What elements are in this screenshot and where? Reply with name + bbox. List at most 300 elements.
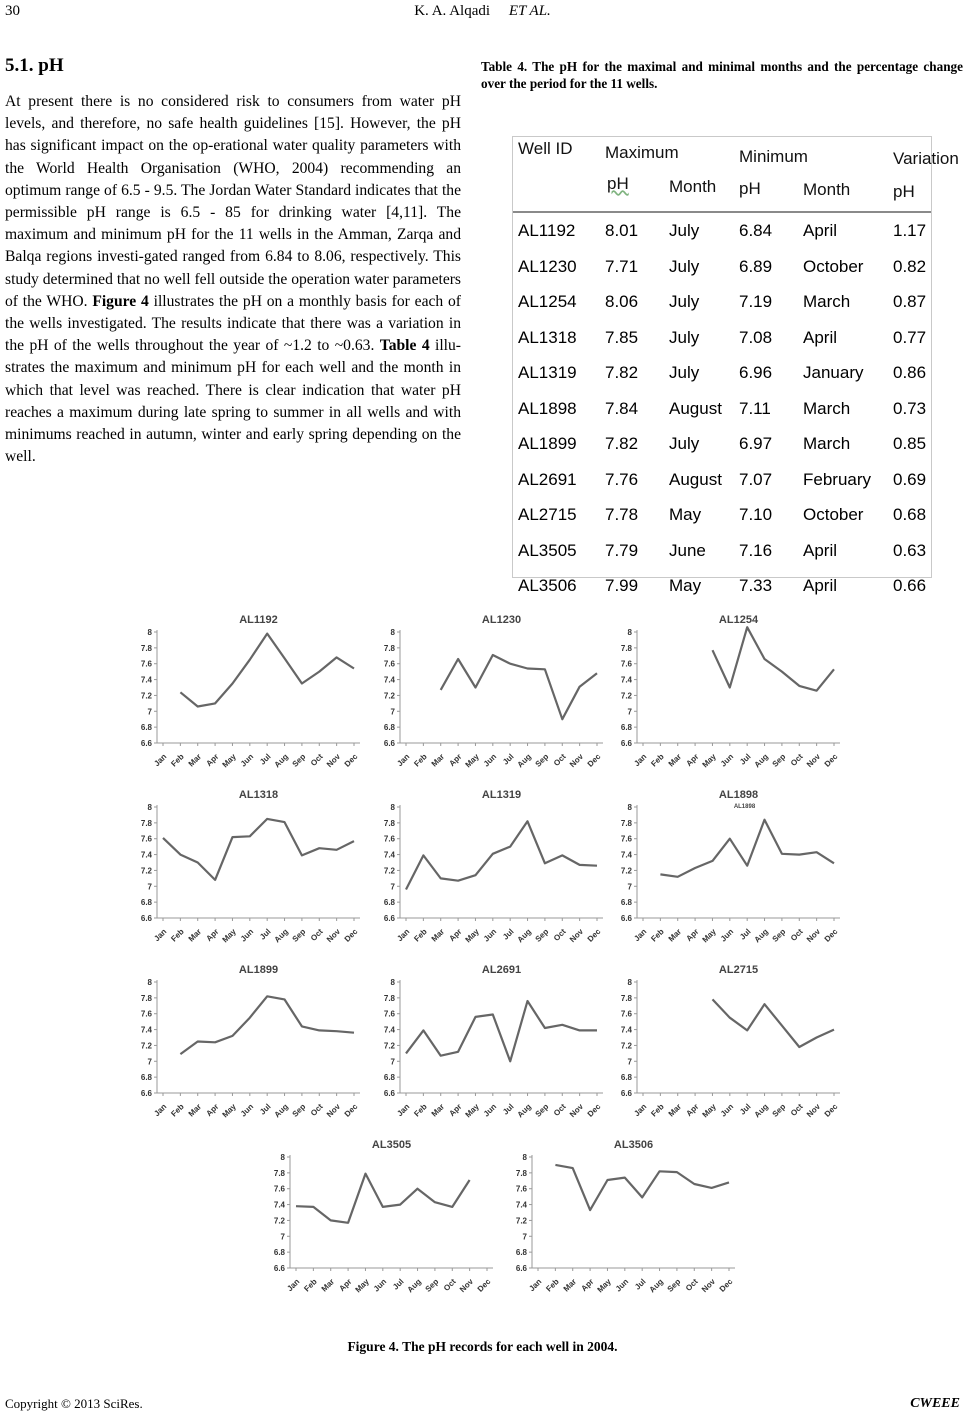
x-tick-label: Apr	[447, 927, 464, 944]
x-tick-label: Jun	[481, 927, 499, 944]
x-tick-label: May	[353, 1277, 371, 1295]
x-tick-label: Jun	[718, 927, 736, 944]
cell-month-min: February	[803, 469, 872, 489]
series-line	[296, 1174, 470, 1223]
cell-month-max: July	[669, 221, 700, 240]
x-tick-label: Dec	[822, 752, 840, 769]
y-tick-label: 7.6	[620, 1009, 632, 1019]
y-tick-label: 7.8	[383, 643, 395, 653]
col-header-ph-min: pH	[739, 179, 761, 198]
cell-month-min: October	[803, 256, 864, 276]
cell-month-min: April	[803, 540, 838, 560]
y-tick-label: 7.4	[383, 675, 395, 685]
x-tick-label: Oct	[788, 752, 805, 768]
y-tick-label: 6.6	[620, 739, 632, 748]
x-tick-label: Sep	[770, 1102, 788, 1119]
y-tick-label: 7.4	[383, 850, 395, 860]
chart-subtitle: AL1898	[733, 804, 756, 810]
x-tick-label: Oct	[551, 752, 568, 768]
series-line	[555, 1165, 729, 1210]
x-tick-label: May	[463, 1102, 481, 1120]
y-tick-label: 7.2	[383, 691, 395, 701]
x-tick-label: Nov	[804, 927, 823, 945]
x-tick-label: May	[463, 927, 481, 945]
y-tick-label: 7	[147, 1057, 152, 1067]
series-line	[163, 819, 354, 880]
x-tick-label: Aug	[515, 1102, 533, 1120]
x-tick-label: Jun	[238, 927, 256, 944]
x-tick-label: Jul	[738, 927, 753, 942]
body-text-part-3: illu-strates the maximum and minimum pH for each well and the month in which that level was reached. There is clear indication that water pH reaches a maximum during late spring to summer in all wells and with minimums reached in autumn, winter and early spring depending on the well.	[5, 337, 462, 466]
chart-al1899	[125, 958, 368, 1133]
x-tick-label: May	[220, 752, 238, 770]
x-tick-label: Nov	[567, 927, 586, 945]
cell-well-id: AL1319	[518, 363, 577, 382]
chart-svg	[125, 783, 368, 958]
table-row	[513, 428, 931, 463]
cell-month-min: April	[803, 327, 838, 347]
x-tick-label: Dec	[585, 752, 603, 769]
x-tick-label: Dec	[585, 1102, 603, 1119]
y-tick-label: 7.2	[273, 1216, 285, 1226]
col-header-well-id: Well ID	[518, 139, 573, 158]
x-tick-label: Oct	[788, 927, 805, 943]
footer-journal: CWEEE	[910, 1396, 960, 1411]
cell-ph-variation: 0.77	[893, 327, 927, 347]
y-tick-label: 7.8	[140, 818, 152, 828]
x-tick-label: Mar	[666, 752, 684, 769]
cell-ph-max: 7.99	[605, 576, 639, 595]
y-tick-label: 8	[627, 978, 632, 987]
x-tick-label: May	[700, 1102, 718, 1120]
x-tick-label: Jun	[238, 1102, 256, 1119]
x-tick-label: Nov	[324, 1102, 343, 1120]
x-tick-label: Jan	[632, 927, 649, 944]
figure-reference[interactable]: Figure 4	[92, 292, 149, 310]
y-tick-label: 6.6	[273, 1264, 285, 1273]
x-tick-label: Jul	[501, 752, 516, 767]
y-tick-label: 6.6	[140, 914, 152, 923]
y-tick-label: 7	[522, 1232, 527, 1242]
x-tick-label: Jul	[258, 1102, 273, 1117]
x-tick-label: Jul	[258, 927, 273, 942]
x-tick-label: Mar	[429, 1102, 447, 1119]
y-tick-label: 7.8	[620, 993, 632, 1003]
chart-svg	[368, 783, 611, 958]
x-tick-label: Aug	[515, 927, 533, 945]
x-tick-label: Sep	[423, 1277, 441, 1294]
cell-ph-min: 6.84	[739, 221, 773, 240]
y-tick-label: 7.4	[515, 1200, 527, 1210]
y-tick-label: 7.4	[620, 1025, 632, 1035]
cell-ph-variation: 1.17	[893, 221, 927, 240]
x-tick-label: Jul	[738, 752, 753, 767]
chart-title: AL1319	[481, 789, 522, 801]
y-tick-label: 6.8	[620, 1073, 632, 1083]
y-tick-label: 7.8	[620, 818, 632, 828]
y-tick-label: 7.6	[140, 1009, 152, 1019]
chart-svg	[605, 608, 848, 783]
x-tick-label: Sep	[290, 752, 308, 769]
y-tick-label: 7.2	[515, 1216, 527, 1226]
x-tick-label: Jan	[395, 1102, 412, 1119]
x-tick-label: Jan	[152, 927, 169, 944]
y-tick-label: 7.8	[140, 993, 152, 1003]
y-tick-label: 7.6	[140, 659, 152, 669]
cell-ph-max: 7.85	[605, 327, 639, 347]
x-tick-label: Jul	[391, 1277, 406, 1292]
y-tick-label: 7.4	[620, 850, 632, 860]
x-tick-label: Mar	[186, 752, 204, 769]
series-line	[713, 999, 835, 1047]
x-tick-label: Oct	[788, 1102, 805, 1118]
cell-ph-max: 8.01	[605, 221, 639, 240]
y-tick-label: 7.2	[620, 691, 632, 701]
y-tick-label: 6.6	[383, 739, 395, 748]
x-tick-label: Jul	[738, 1102, 753, 1117]
y-tick-label: 7.6	[620, 659, 632, 669]
table-header-rule	[513, 211, 931, 213]
y-tick-label: 7	[390, 707, 395, 717]
cell-ph-max: 7.84	[605, 398, 639, 418]
x-tick-label: Mar	[666, 1102, 684, 1119]
x-tick-label: Mar	[186, 927, 204, 944]
x-tick-label: Nov	[457, 1277, 476, 1295]
cell-ph-min: 6.97	[739, 434, 773, 453]
y-tick-label: 6.6	[140, 1089, 152, 1098]
table-row	[513, 357, 931, 392]
chart-svg	[125, 958, 368, 1133]
x-tick-label: Nov	[804, 752, 823, 770]
cell-well-id: AL1254	[518, 292, 577, 311]
x-tick-label: Aug	[752, 752, 770, 770]
x-tick-label: Sep	[290, 1102, 308, 1119]
cell-ph-min: 7.19	[739, 292, 773, 311]
y-tick-label: 7	[280, 1232, 285, 1242]
body-text-part-1: At present there is no considered risk to consumers from water pH levels, and therefore, no safe health guidelines [15]. However, the pH has significant impact on the op-erational water quality parameters with the World Health Organisation (WHO, 2004) recommending an optimum range of 6.5 - 9.5. The Jordan Water Standard indicates that the permissible pH range is 6.5 - 85 for drinking water [4,11]. The maximum and minimum pH for the 11 wells in the Amman, Zarqa and Balqa regions investi-gated ranged from 6.84 to 8.06, respectively. This study determined that no well fell outside the operation water parameters of the WHO.	[5, 93, 461, 310]
cell-well-id: AL1898	[518, 398, 577, 418]
x-tick-label: Jan	[527, 1277, 544, 1294]
y-tick-label: 6.8	[140, 1073, 152, 1083]
y-tick-label: 7.2	[140, 691, 152, 701]
x-tick-label: Mar	[186, 1102, 204, 1119]
y-tick-label: 7.2	[383, 866, 395, 876]
x-tick-label: Apr	[684, 1102, 701, 1119]
chart-al1318	[125, 783, 368, 958]
y-tick-label: 8	[390, 803, 395, 812]
x-tick-label: Aug	[515, 752, 533, 770]
cell-ph-variation: 0.86	[893, 363, 927, 382]
x-tick-label: Apr	[684, 752, 701, 769]
chart-title: AL3506	[613, 1139, 654, 1151]
col-header-month-max: Month	[669, 177, 717, 196]
cell-month-min: April	[803, 576, 838, 595]
cell-well-id: AL3506	[518, 576, 577, 595]
chart-title: AL1318	[238, 789, 279, 801]
figure-caption: Figure 4. The pH records for each well in 2004.	[347, 1339, 618, 1354]
cell-ph-min: 6.96	[739, 363, 773, 382]
cell-ph-max: 7.82	[605, 363, 639, 382]
body-paragraph	[5, 91, 461, 468]
series-line	[180, 996, 354, 1054]
cell-month-max: May	[669, 576, 702, 595]
x-tick-label: Dec	[342, 927, 360, 944]
y-tick-label: 7	[627, 1057, 632, 1067]
y-tick-label: 6.6	[383, 914, 395, 923]
cell-ph-variation: 0.85	[893, 434, 927, 453]
cell-month-min: March	[803, 292, 851, 311]
table-row	[513, 464, 931, 499]
chart-title: AL1230	[481, 614, 522, 626]
cell-ph-max: 7.78	[605, 505, 639, 524]
x-tick-label: Sep	[770, 752, 788, 769]
y-tick-label: 7.8	[140, 643, 152, 653]
footer-copyright: Copyright © 2013 SciRes.	[5, 1396, 143, 1411]
y-tick-label: 7.2	[620, 866, 632, 876]
x-tick-label: May	[595, 1277, 613, 1295]
cell-month-max: May	[669, 505, 702, 524]
running-head	[0, 3, 965, 20]
x-tick-label: Aug	[272, 1102, 290, 1120]
x-tick-label: Jan	[632, 752, 649, 769]
y-tick-label: 7.6	[273, 1184, 285, 1194]
y-tick-label: 7.4	[140, 675, 152, 685]
x-tick-label: Jan	[632, 1102, 649, 1119]
y-tick-label: 6.8	[383, 1073, 395, 1083]
chart-title: AL3505	[371, 1139, 412, 1151]
cell-ph-max: 8.06	[605, 292, 639, 311]
cell-month-min: March	[803, 434, 851, 453]
cell-month-min: January	[803, 363, 864, 382]
y-tick-label: 8	[147, 628, 152, 637]
x-tick-label: Mar	[429, 752, 447, 769]
y-tick-label: 8	[280, 1153, 285, 1162]
chart-svg	[500, 1133, 743, 1308]
x-tick-label: Feb	[649, 927, 666, 944]
chart-svg	[258, 1133, 501, 1308]
y-tick-label: 7.6	[515, 1184, 527, 1194]
y-tick-label: 7.4	[140, 1025, 152, 1035]
x-tick-label: Oct	[441, 1277, 458, 1293]
y-tick-label: 8	[522, 1153, 527, 1162]
x-tick-label: Aug	[272, 752, 290, 770]
x-tick-label: Dec	[822, 927, 840, 944]
series-line	[180, 634, 354, 707]
y-tick-label: 6.8	[140, 723, 152, 733]
cell-ph-variation: 0.63	[893, 540, 927, 560]
x-tick-label: Dec	[342, 1102, 360, 1119]
cell-ph-variation: 0.82	[893, 256, 927, 276]
x-tick-label: Oct	[308, 927, 325, 943]
x-tick-label: Aug	[405, 1277, 423, 1295]
y-tick-label: 8	[147, 978, 152, 987]
cell-month-min: March	[803, 398, 851, 418]
series-line	[406, 821, 597, 889]
x-tick-label: Nov	[567, 752, 586, 770]
y-tick-label: 6.8	[273, 1248, 285, 1258]
cell-ph-max: 7.82	[605, 434, 639, 453]
y-tick-label: 7	[147, 882, 152, 892]
y-tick-label: 7.2	[140, 866, 152, 876]
x-tick-label: Apr	[337, 1277, 354, 1294]
cell-month-max: June	[669, 540, 706, 560]
chart-al1230	[368, 608, 611, 783]
x-tick-label: Nov	[324, 927, 343, 945]
y-tick-label: 7.6	[140, 834, 152, 844]
x-tick-label: Sep	[770, 927, 788, 944]
series-line	[713, 627, 835, 691]
cell-well-id: AL2715	[518, 505, 577, 524]
running-head-author: K. A. Alqadi	[414, 3, 491, 19]
chart-al1319	[368, 783, 611, 958]
chart-title: AL2715	[718, 964, 759, 976]
cell-ph-min: 7.11	[739, 398, 771, 418]
y-tick-label: 7.6	[383, 1009, 395, 1019]
x-tick-label: Nov	[567, 1102, 586, 1120]
cell-month-max: August	[669, 398, 722, 418]
chart-svg	[605, 783, 848, 958]
x-tick-label: Sep	[533, 927, 551, 944]
cell-ph-min: 7.33	[739, 576, 773, 595]
x-tick-label: Apr	[204, 927, 221, 944]
x-tick-label: Jul	[633, 1277, 648, 1292]
section-heading: 5.1. pH	[5, 55, 64, 76]
x-tick-label: Apr	[204, 752, 221, 769]
y-tick-label: 6.6	[140, 739, 152, 748]
x-tick-label: Jun	[238, 752, 256, 769]
x-tick-label: Jan	[152, 1102, 169, 1119]
y-tick-label: 6.6	[620, 914, 632, 923]
x-tick-label: Dec	[717, 1277, 735, 1294]
col-header-ph-max: pH	[607, 174, 629, 193]
table-row	[513, 215, 931, 250]
chart-svg	[125, 608, 368, 783]
series-line	[406, 1001, 597, 1061]
x-tick-label: Feb	[412, 927, 429, 944]
chart-title: AL1899	[238, 964, 279, 976]
y-tick-label: 6.8	[383, 898, 395, 908]
y-tick-label: 8	[627, 803, 632, 812]
y-tick-label: 7.8	[383, 993, 395, 1003]
x-tick-label: Dec	[585, 927, 603, 944]
chart-svg	[605, 958, 848, 1133]
cell-month-min: October	[803, 505, 864, 524]
x-tick-label: May	[700, 752, 718, 770]
y-tick-label: 7.4	[620, 675, 632, 685]
x-tick-label: Feb	[302, 1277, 319, 1294]
x-tick-label: Feb	[544, 1277, 561, 1294]
x-tick-label: Oct	[683, 1277, 700, 1293]
x-tick-label: Feb	[649, 752, 666, 769]
cell-well-id: AL2691	[518, 469, 577, 489]
y-tick-label: 7.4	[140, 850, 152, 860]
table-row	[513, 286, 931, 321]
x-tick-label: Jul	[501, 1102, 516, 1117]
cell-ph-max: 7.79	[605, 540, 639, 560]
table-reference[interactable]: Table 4	[379, 337, 430, 355]
cell-well-id: AL1230	[518, 256, 577, 276]
y-tick-label: 7.8	[620, 643, 632, 653]
series-line	[660, 820, 834, 877]
table-row	[513, 535, 931, 570]
x-tick-label: Nov	[324, 752, 343, 770]
y-tick-label: 8	[147, 803, 152, 812]
chart-svg	[368, 958, 611, 1133]
cell-ph-min: 6.89	[739, 256, 773, 276]
x-tick-label: Aug	[752, 1102, 770, 1120]
cell-ph-variation: 0.68	[893, 505, 927, 524]
series-line	[441, 655, 597, 719]
col-header-month-min: Month	[803, 180, 851, 199]
x-tick-label: Jun	[718, 1102, 736, 1119]
col-header-ph-var: pH	[893, 182, 915, 201]
x-tick-label: Feb	[169, 1102, 186, 1119]
table-4	[512, 136, 959, 595]
x-tick-label: Oct	[551, 1102, 568, 1118]
x-tick-label: Apr	[684, 927, 701, 944]
y-tick-label: 7.8	[273, 1168, 285, 1178]
cell-ph-max: 7.71	[605, 256, 639, 276]
cell-well-id: AL1899	[518, 434, 577, 453]
chart-al3506	[500, 1133, 743, 1308]
y-tick-label: 6.6	[383, 1089, 395, 1098]
page-number: 30	[5, 3, 20, 19]
y-tick-label: 8	[390, 978, 395, 987]
y-tick-label: 7.6	[383, 834, 395, 844]
y-tick-label: 8	[627, 628, 632, 637]
x-tick-label: Jan	[395, 752, 412, 769]
running-head-etal: ET AL.	[508, 3, 551, 19]
y-tick-label: 7	[627, 882, 632, 892]
cell-well-id: AL1192	[518, 221, 576, 240]
x-tick-label: Jan	[152, 752, 169, 769]
y-tick-label: 7.8	[383, 818, 395, 828]
x-tick-label: Sep	[533, 1102, 551, 1119]
y-tick-label: 7.2	[620, 1041, 632, 1051]
cell-ph-variation: 0.69	[893, 469, 927, 489]
chart-al2715	[605, 958, 848, 1133]
x-tick-label: Oct	[551, 927, 568, 943]
col-header-variation: Variation	[893, 149, 959, 168]
chart-title: AL1254	[718, 614, 759, 626]
cell-well-id: AL3505	[518, 540, 577, 560]
cell-month-max: August	[669, 469, 722, 489]
y-tick-label: 7.2	[140, 1041, 152, 1051]
y-tick-label: 6.8	[620, 898, 632, 908]
chart-al2691	[368, 958, 611, 1133]
x-tick-label: Mar	[666, 927, 684, 944]
cell-month-max: July	[669, 256, 700, 276]
cell-ph-min: 7.08	[739, 327, 773, 347]
x-tick-label: Sep	[290, 927, 308, 944]
table-caption: Table 4. The pH for the maximal and minimal months and the percentage change over the period for the 11 wells.	[481, 59, 963, 91]
table-row	[513, 570, 931, 605]
cell-ph-min: 7.16	[739, 540, 773, 560]
cell-month-max: July	[669, 292, 700, 311]
chart-al1898	[605, 783, 848, 958]
chart-al1192	[125, 608, 368, 783]
y-tick-label: 7.6	[383, 659, 395, 669]
chart-al3505	[258, 1133, 501, 1308]
chart-title: AL1898	[718, 789, 759, 801]
x-tick-label: Sep	[533, 752, 551, 769]
y-tick-label: 6.8	[140, 898, 152, 908]
cell-well-id: AL1318	[518, 327, 577, 347]
body-text-part-2: illustrates the pH on a monthly basis for each of the wells investigated. The results indicate that there was a variation in the pH of the wells throughout the year of ~1.2 to ~0.63.	[5, 292, 461, 355]
cell-month-max: July	[669, 434, 700, 453]
x-tick-label: Apr	[447, 1102, 464, 1119]
cell-month-max: July	[669, 327, 700, 347]
